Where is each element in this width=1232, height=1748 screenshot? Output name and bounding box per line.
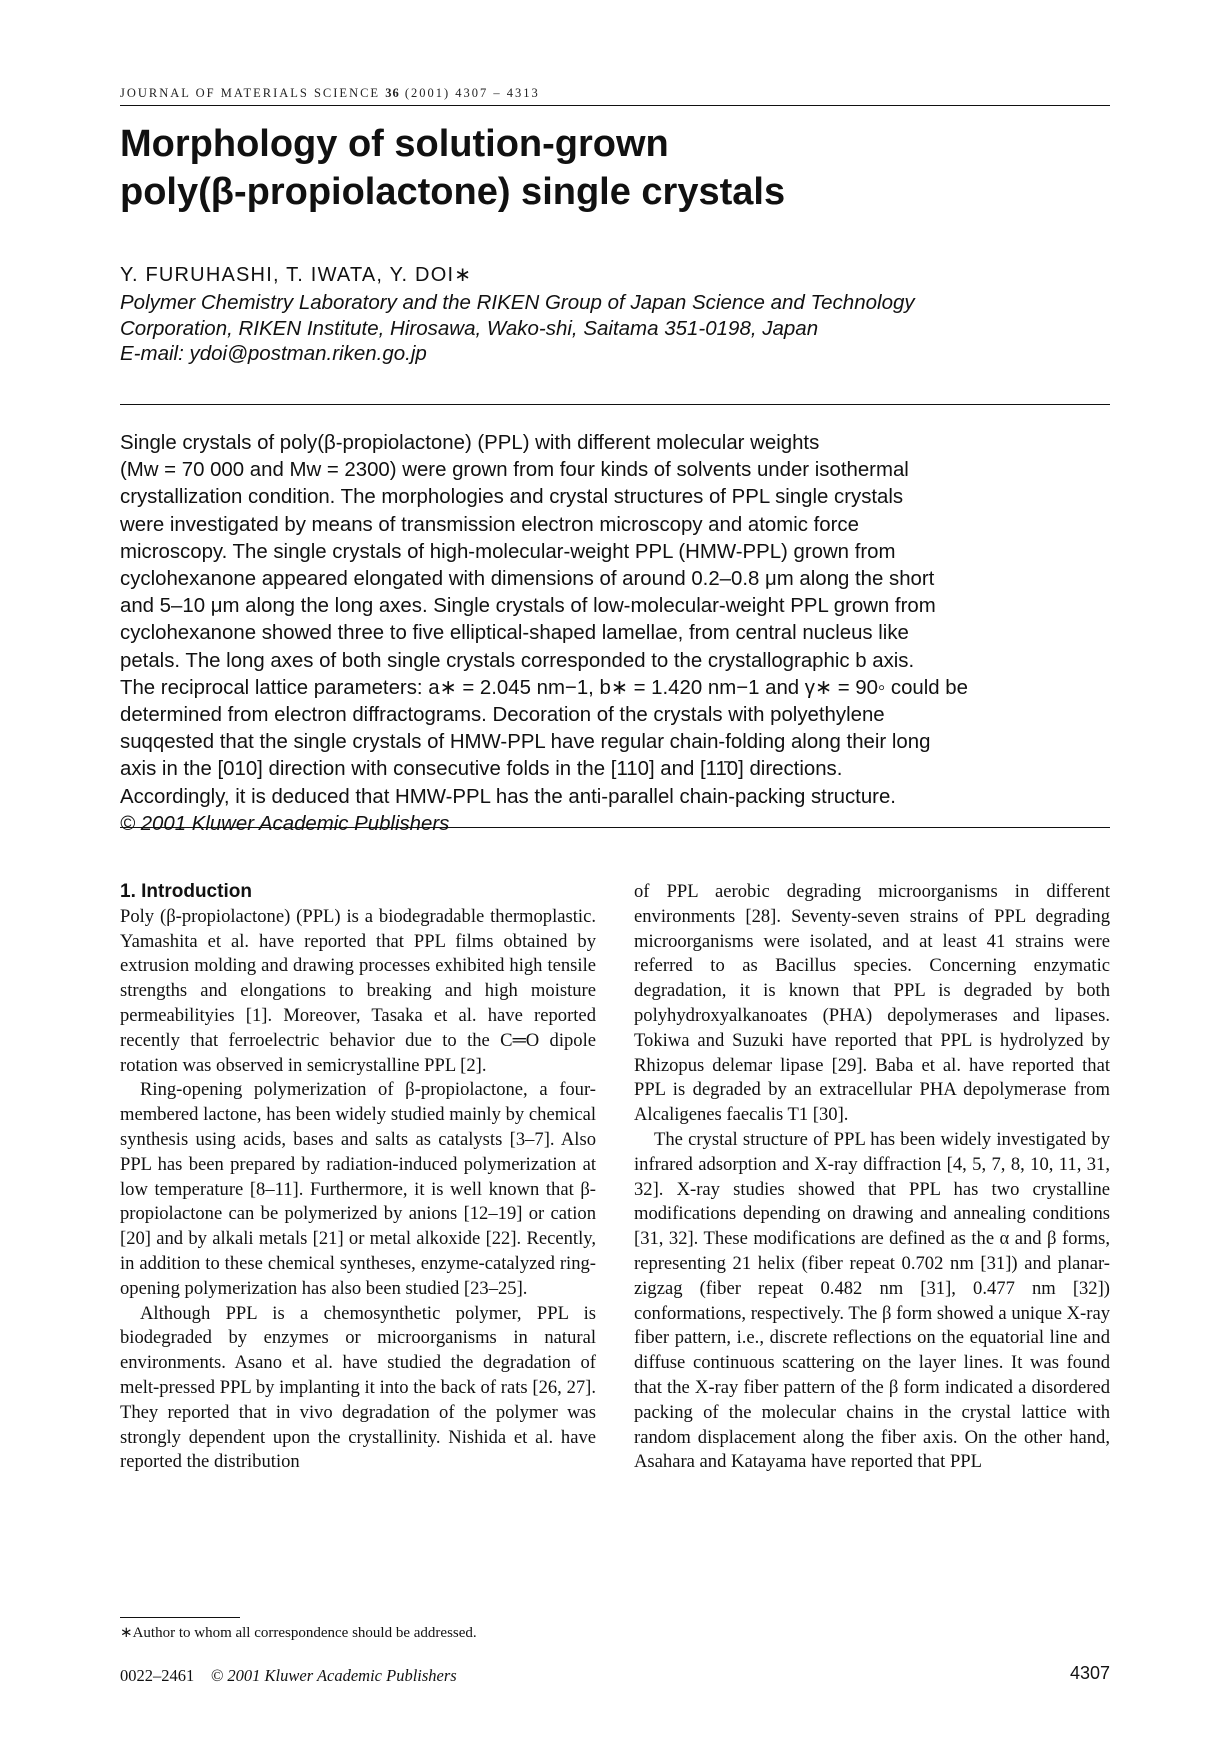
author-list: Y. FURUHASHI, T. IWATA, Y. DOI∗ [120, 264, 473, 286]
abstract-line: (Mw = 70 000 and Mw = 2300) were grown from four kinds of solvents under isothermal [120, 459, 909, 482]
abstract-line: suqqested that the single crystals of HMW-PPL have regular chain-folding along their long [120, 731, 931, 754]
abstract-line: were investigated by means of transmission electron microscopy and atomic force [120, 513, 859, 536]
abstract-line: cyclohexanone showed three to five elliptical-shaped lamellae, from central nucleus like [120, 622, 909, 645]
body-paragraph: Poly (β-propiolactone) (PPL) is a biodegradable thermoplastic. Yamashita et al. have reported that PPL films obtained by extrusion molding and drawing processes exhibited high tensile strengths and elongations to breaking and high moisture permeabilityies [1]. Moreover, Tasaka et al. have reported recently that ferroelectric behavior due to the C═O dipole rotation was observed in semicrystalline PPL [2]. [120, 905, 596, 1076]
running-header [120, 86, 540, 101]
abstract-line: axis in the [010] direction with consecutive folds in the [110] and [11̄0] directions. [120, 758, 843, 781]
abstract-line: Single crystals of poly(β-propiolactone) (PPL) with different molecular weights [120, 432, 820, 454]
abstract-top-rule [120, 404, 1110, 405]
affiliation-block [120, 290, 1110, 367]
page-number: 4307 [1069, 1663, 1110, 1683]
footnote-rule [120, 1617, 240, 1618]
affiliation-line-2: Corporation, RIKEN Institute, Hirosawa, Wako-shi, Saitama 351-0198, Japan [120, 316, 819, 340]
abstract-line: petals. The long axes of both single crystals corresponded to the crystallographic b axis. [120, 649, 915, 672]
journal-volume: 36 [385, 86, 400, 100]
abstract-bottom-rule [120, 827, 1110, 828]
abstract-line: crystallization condition. The morphologies and crystal structures of PPL single crystals [120, 486, 904, 509]
right-column [634, 880, 1110, 1475]
abstract-line: Accordingly, it is deduced that HMW-PPL has the anti-parallel chain-packing structure. [120, 785, 896, 808]
abstract-copyright: © 2001 Kluwer Academic Publishers [120, 812, 450, 835]
paper-title [120, 120, 1110, 216]
footnote: ∗Author to whom all correspondence should be addressed. [120, 1625, 477, 1641]
section-heading: 1. Introduction [120, 881, 252, 902]
journal-name: JOURNAL OF MATERIALS SCIENCE [120, 86, 381, 100]
body-paragraph: The crystal structure of PPL has been widely investigated by infrared adsorption and X-ray diffraction [4, 5, 7, 8, 10, 11, 31, 32]. X-ray studies showed that PPL has two crystalline modifications depending on drawing and annealing conditions [31, 32]. These modifications are defined as the α and β forms, representing 21 helix (fiber repeat 0.702 nm [31]) and planar-zigzag (fiber repeat 0.482 nm [31], 0.477 nm [32]) conformations, respectively. The β form showed a unique X-ray fiber pattern, i.e., discrete reflections on the equatorial line and diffuse continuous scattering on the layer lines. It was found that the X-ray fiber pattern of the β form indicated a disordered packing of the molecular chains in the crystal lattice with random displacement along the fiber axis. On the other hand, Asahara and Katayama have reported that PPL [634, 1128, 1110, 1473]
abstract-line: determined from electron diffractograms. Decoration of the crystals with polyethylene [120, 704, 885, 727]
header-rule [120, 105, 1110, 106]
abstract-line: The reciprocal lattice parameters: a∗ = 2.045 nm−1, b∗ = 1.420 nm−1 and γ∗ = 90◦ could be [120, 676, 968, 699]
body-paragraph: of PPL aerobic degrading microorganisms in different environments [28]. Seventy-seven strains of PPL degrading microorganisms were isolated, and at least 41 strains were referred to as Bacillus species. Concerning enzymatic degradation, it is known that PPL is degraded by both polyhydroxyalkanoates (PHA) depolymerases and lipases. Tokiwa and Suzuki have reported that PPL is hydrolyzed by Rhizopus delemar lipase [29]. Baba et al. have reported that PPL is degraded by an extracellular PHA depolymerase from Alcaligenes faecalis T1 [30]. [634, 881, 1110, 1126]
affiliation-line-1: Polymer Chemistry Laboratory and the RIKEN Group of Japan Science and Technology [120, 291, 915, 314]
footer-info [120, 1666, 457, 1686]
abstract [120, 430, 1110, 838]
abstract-line: cyclohexanone appeared elongated with dimensions of around 0.2–0.8 μm along the short [120, 568, 935, 591]
journal-year-pages: (2001) 4307 – 4313 [404, 86, 540, 100]
abstract-line: and 5–10 μm along the long axes. Single crystals of low-molecular-weight PPL grown from [120, 595, 936, 618]
body-paragraph: Ring-opening polymerization of β-propiolactone, a four-membered lactone, has been widely studied mainly by chemical synthesis using acids, bases and salts as catalysts [3–7]. Also PPL has been prepared by radiation-induced polymerization at low temperature [8–11]. Furthermore, it is well known that β-propiolactone can be polymerized by anions [12–19] or cation [20] and by alkali metals [21] or metal alkoxide [22]. Recently, in addition to these chemical syntheses, enzyme-catalyzed ring-opening polymerization has also been studied [23–25]. [120, 1079, 596, 1299]
issn: 0022–2461 [120, 1666, 195, 1685]
title-line-1: Morphology of solution-grown [120, 123, 669, 165]
left-column [120, 880, 596, 1475]
affiliation-email: E-mail: ydoi@postman.riken.go.jp [120, 342, 427, 365]
abstract-line: microscopy. The single crystals of high-molecular-weight PPL (HMW-PPL) grown from [120, 540, 896, 563]
body-paragraph: Although PPL is a chemosynthetic polymer, PPL is biodegraded by enzymes or microorganisms in natural environments. Asano et al. have studied the degradation of melt-pressed PPL by implanting it into the back of rats [26, 27]. They reported that in vivo degradation of the polymer was strongly dependent upon the crystallinity. Nishida et al. have reported the distribution [120, 1302, 596, 1473]
footer-copyright: © 2001 Kluwer Academic Publishers [210, 1666, 457, 1685]
title-line-2: poly(β-propiolactone) single crystals [120, 171, 786, 213]
